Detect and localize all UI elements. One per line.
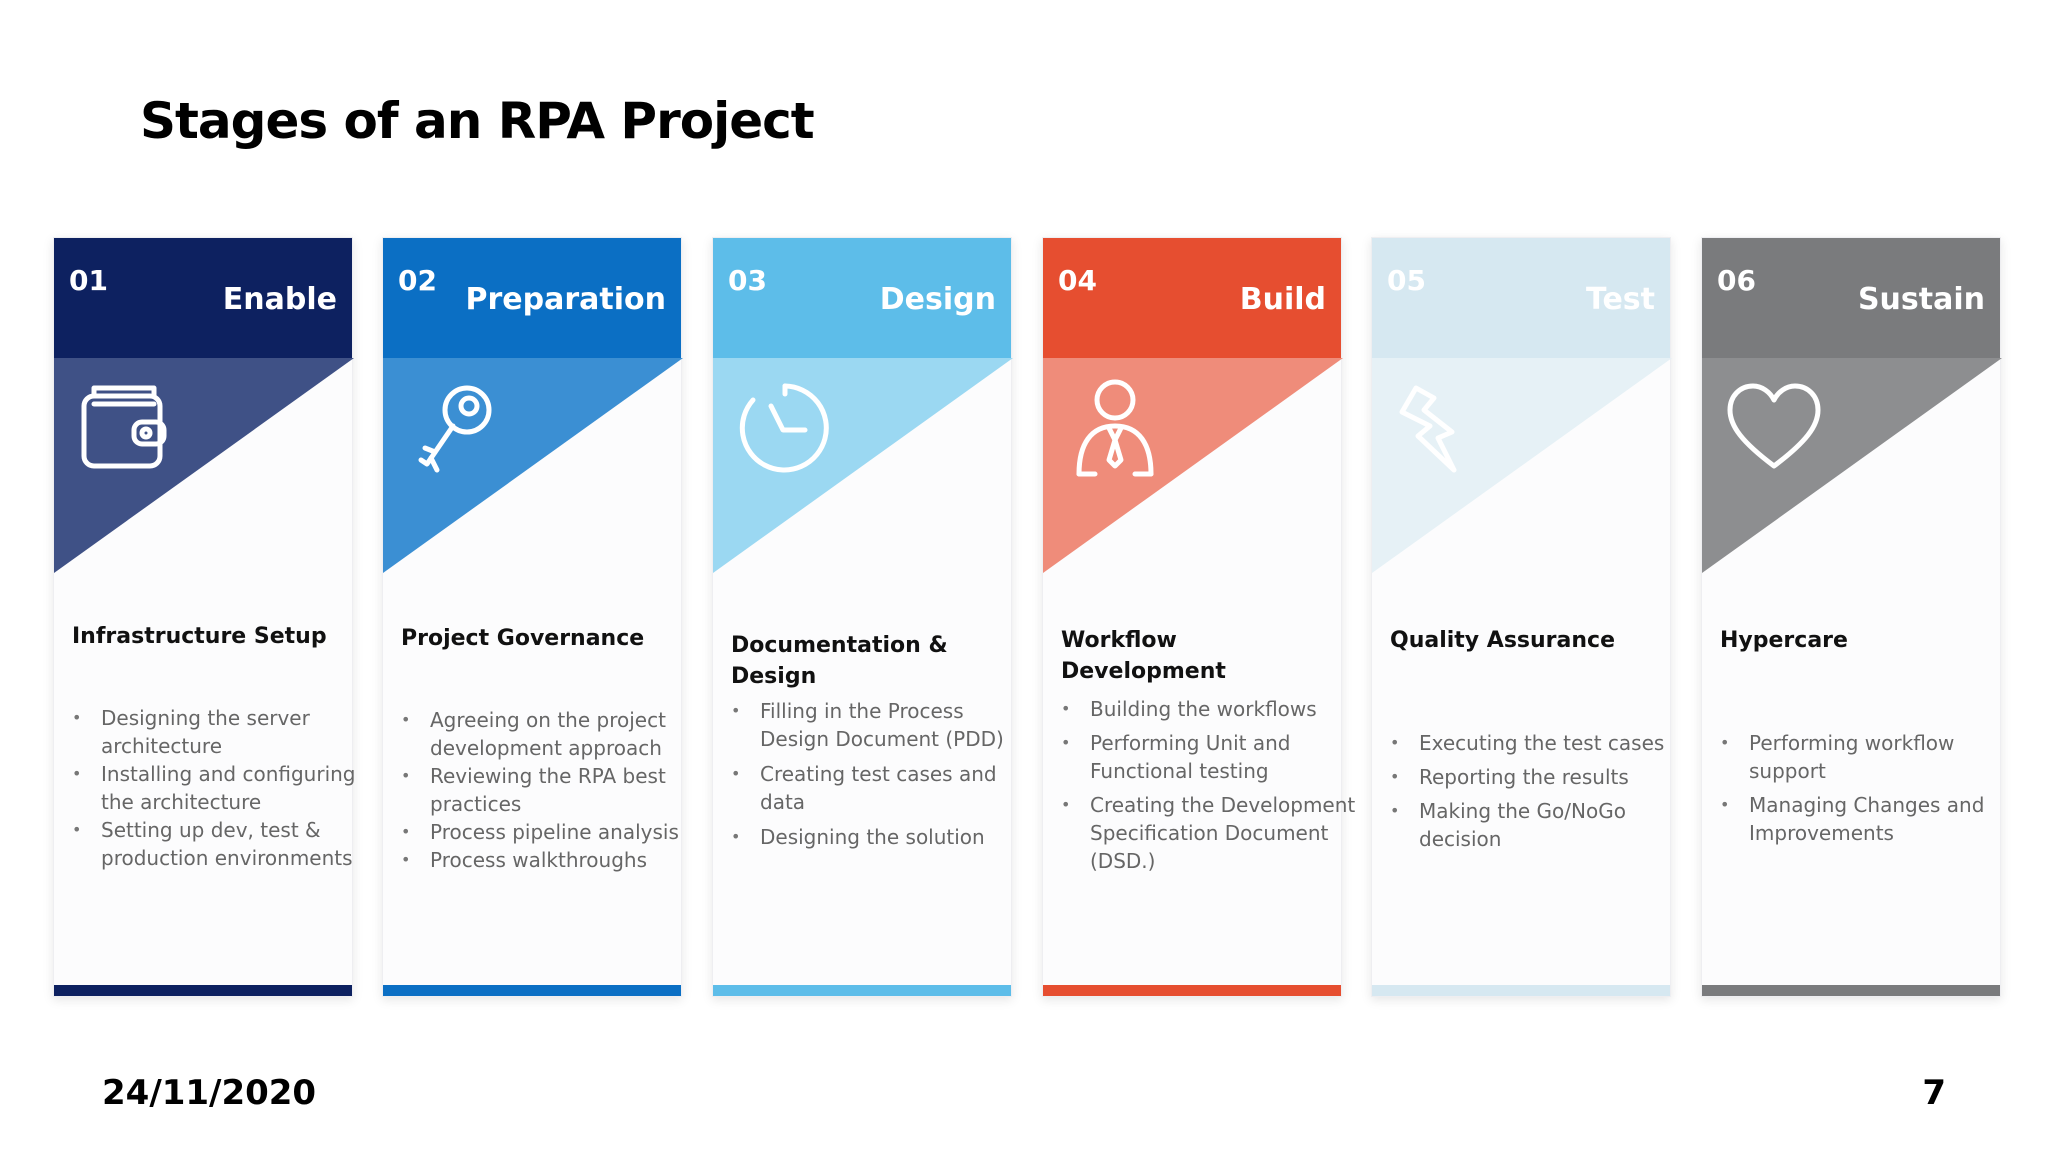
stage-subtitle: Quality Assurance [1390, 628, 1616, 653]
stage-name: Test [1585, 282, 1655, 317]
stage-subtitle: Infrastructure Setup [72, 624, 327, 649]
heart-icon [1724, 378, 1824, 478]
list-item: • Designing the solution [760, 823, 1030, 851]
stage-subtitle: Workflow Development [1061, 628, 1226, 684]
list-item: • Performing workflow support [1749, 729, 2019, 785]
stage-name: Sustain [1857, 282, 1985, 317]
slide-title: Stages of an RPA Project [140, 92, 814, 150]
list-item: • Process walkthroughs [430, 846, 700, 874]
page-number: 7 [1922, 1073, 1946, 1113]
list-item: • Creating test cases and data [760, 760, 1030, 816]
list-item: • Executing the test cases [1419, 729, 1689, 757]
stage-subtitle: Hypercare [1720, 628, 1848, 653]
stage-number: 04 [1058, 264, 1097, 297]
lightning-icon [1394, 378, 1494, 478]
stage-bottom-bar [1372, 985, 1670, 996]
list-item: • Building the workflows [1090, 695, 1360, 723]
stage-bullets [1061, 695, 1360, 875]
stage-card-design [712, 237, 1012, 997]
stage-card-enable [53, 237, 356, 997]
list-item: • Agreeing on the project development approach [430, 706, 700, 762]
list-item: • Managing Changes and Improvements [1749, 791, 2019, 847]
clock-icon [735, 378, 835, 478]
list-item: • Reviewing the RPA best practices [430, 762, 700, 818]
stage-subtitle: Project Governance [401, 626, 645, 651]
stage-card-sustain [1701, 237, 2001, 997]
stage-number: 02 [398, 264, 437, 297]
list-item: • Process pipeline analysis [430, 818, 700, 846]
stage-bullets [731, 697, 1030, 851]
stage-number: 01 [69, 264, 108, 297]
stage-bottom-bar [1702, 985, 2000, 996]
footer-date: 24/11/2020 [102, 1073, 317, 1113]
stage-bullets [1390, 729, 1689, 853]
list-item: • Installing and configuring the architecture [101, 760, 371, 816]
list-item: • Making the Go/NoGo decision [1419, 797, 1689, 853]
stage-bottom-bar [383, 985, 681, 996]
stage-name: Design [879, 282, 996, 317]
stage-bottom-bar [1043, 985, 1341, 996]
stage-number: 05 [1387, 264, 1426, 297]
wallet-icon [76, 378, 176, 478]
list-item: • Creating the Development Specification Document (DSD.) [1090, 791, 1360, 875]
stage-name: Build [1239, 282, 1326, 317]
developer-icon [1065, 378, 1165, 478]
stage-card-build [1042, 237, 1356, 997]
stage-number: 03 [728, 264, 767, 297]
list-item: • Setting up dev, test & production environments [101, 816, 371, 872]
list-item: • Filling in the Process Design Document (PDD) [760, 697, 1030, 753]
stage-bullets [72, 704, 371, 872]
list-item: • Designing the server architecture [101, 704, 371, 760]
stage-bullets [401, 706, 700, 874]
list-item: • Reporting the results [1419, 763, 1689, 791]
stage-number: 06 [1717, 264, 1756, 297]
stage-bottom-bar [713, 985, 1011, 996]
stage-card-test [1371, 237, 1671, 997]
stage-card-preparation [382, 237, 682, 997]
stage-bottom-bar [54, 985, 352, 996]
key-icon [405, 378, 505, 478]
stage-bullets [1720, 729, 2019, 847]
stage-name: Preparation [465, 282, 666, 317]
stage-name: Enable [222, 282, 337, 317]
list-item: • Performing Unit and Functional testing [1090, 729, 1360, 785]
stage-subtitle: Documentation & Design [731, 633, 948, 689]
